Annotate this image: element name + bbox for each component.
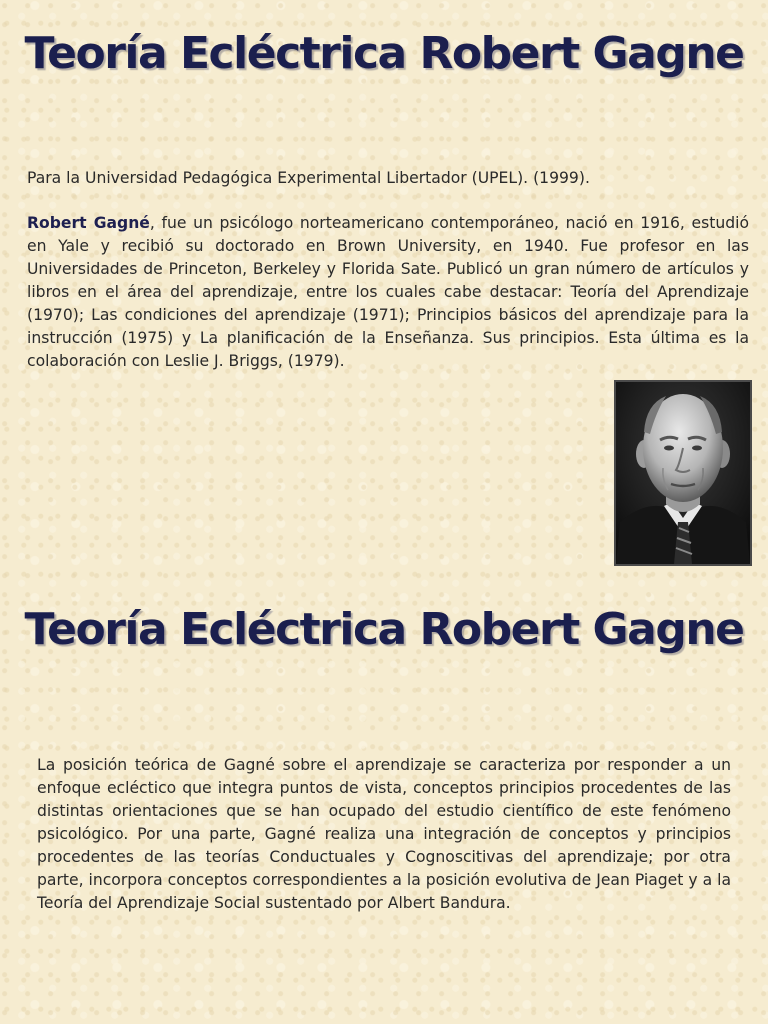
biography-paragraph <box>27 212 749 373</box>
bio-name: Robert Gagné <box>27 214 150 232</box>
slide-1-title: Teoría Ecléctrica Robert Gagne <box>24 28 744 79</box>
source-citation: Para la Universidad Pedagógica Experimental Libertador (UPEL). (1999). <box>27 169 590 187</box>
eclectic-position-paragraph: La posición teórica de Gagné sobre el aprendizaje se caracteriza por responder a un enfoque ecléctico que integra puntos de vista, conceptos principios procedentes de las distintas orientaciones que se han ocupado del estudio científico de este fenómeno psicológico. Por una parte, Gagné realiza una integración de conceptos y principios procedentes de las teorías Conductuales y Cognoscitivas del aprendizaje; por otra parte, incorpora conceptos correspondientes a la posición evolutiva de Jean Piaget y a la Teoría del Aprendizaje Social sustentado por Albert Bandura. <box>37 756 731 912</box>
bio-text: , fue un psicólogo norteamericano contemporáneo, nació en 1916, estudió en Yale y recibió su doctorado en Brown University, en 1940. Fue profesor en las Universidades de Princeton, Berkeley y Florida Sate. Publicó un gran número de artículos y libros en el área del aprendizaje, entre los cuales cabe destacar: Teoría del Aprendizaje (1970); Las condiciones del aprendizaje (1971); Principios básicos del aprendizaje para la instrucción (1975) y La planificación de la Enseñanza. Sus principios. Esta última es la colaboración con Leslie J. Briggs, (1979). <box>27 214 749 370</box>
slide-2 <box>0 512 768 1024</box>
slide-2-title: Teoría Ecléctrica Robert Gagne <box>24 604 744 655</box>
